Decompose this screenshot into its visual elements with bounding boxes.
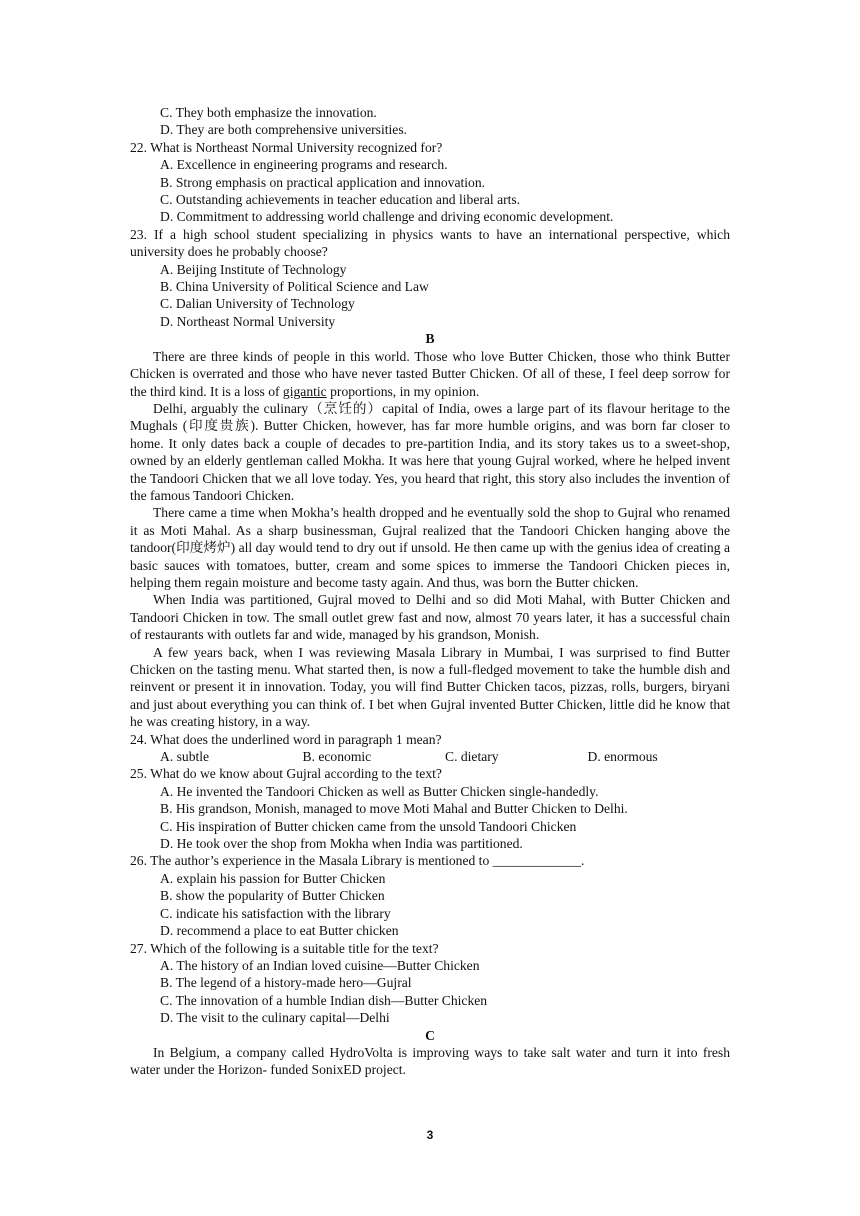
passage-b-paragraph-2: Delhi, arguably the culinary（烹饪的）capital of India, owes a large part of its flavour heritage to the Mughals (印度贵族). Butter Chicken, however, has far more humble origins, and was born far closer to home. It only dates back a couple of decades to pre-partition India, and its story takes us to a sweet-shop, owned by an elderly gentleman called Mokha. It was here that young Gujral worked, where he helped invent the Tandoori Chicken that we all love today. Yes, you heard that right, this story also includes the invention of the famous Tandoori Chicken.: [130, 400, 730, 503]
passage-b-paragraph-3: There came a time when Mokha’s health dropped and he eventually sold the shop to Gujral who renamed it as Moti Mahal. As a sharp businessman, Gujral realized that the Tandoori Chicken hanging above the tandoor(印度烤炉) all day would tend to dry out if unsold. He then came up with the genius idea of creating a basic sauces with tomatoes, butter, cream and some spices to immerse the Tandoori Chicken pieces in, helping them regain moisture and become tasty again. And thus, was born the Butter chicken.: [130, 505, 730, 590]
q24-options: [130, 748, 730, 765]
passage-b-paragraph-1: [130, 348, 730, 400]
q25-option-a: A. He invented the Tandoori Chicken as well as Butter Chicken single-handedly.: [160, 783, 599, 799]
q27-option-b: B. The legend of a history-made hero—Gujral: [160, 975, 412, 991]
q27-option-a: A. The history of an Indian loved cuisine—Butter Chicken: [160, 957, 480, 973]
passage-b-paragraph-4: When India was partitioned, Gujral moved to Delhi and so did Moti Mahal, with Butter Chicken and Tandoori Chicken in tow. The small outlet grew fast and now, almost 70 years later, it has a successful chain of restaurants with outlets far and wide, managed by his grandson, Monish.: [130, 592, 730, 643]
section-c-heading: C: [425, 1027, 435, 1043]
q21-option-c: C. They both emphasize the innovation.: [160, 105, 377, 120]
q25-stem: 25. What do we know about Gujral according to the text?: [130, 766, 442, 782]
q26-option-c: C. indicate his satisfaction with the library: [160, 905, 391, 921]
q23-option-d: D. Northeast Normal University: [160, 313, 336, 329]
q26-option-d: D. recommend a place to eat Butter chicken: [160, 923, 399, 939]
q26-stem: 26. The author’s experience in the Masala Library is mentioned to _____________.: [130, 853, 585, 869]
q26-option-a: A. explain his passion for Butter Chicken: [160, 870, 386, 886]
passage-c-paragraph-1: In Belgium, a company called HydroVolta is improving ways to take salt water and turn it into fresh water under the Horizon- funded SonixED project.: [130, 1044, 730, 1078]
exam-page: [130, 104, 730, 1079]
q27-option-d: D. The visit to the culinary capital—Delhi: [160, 1010, 390, 1026]
underlined-word: gigantic: [282, 383, 327, 399]
q23-stem: 23. If a high school student specializing in physics wants to have an international perspective, which university does he probably choose?: [130, 226, 730, 260]
q23-option-a: A. Beijing Institute of Technology: [160, 261, 347, 277]
p1-text-after: proportions, in my opinion.: [326, 383, 480, 399]
q26-option-b: B. show the popularity of Butter Chicken: [160, 888, 385, 904]
p1-text-before: There are three kinds of people in this world. Those who love Butter Chicken, those who think Butter Chicken is overrated and those who have never tasted Butter Chicken. Of all of these, I feel deep sorrow for the third kind. It is a loss of: [130, 348, 730, 399]
q24-option-c: C. dietary: [445, 749, 499, 765]
q25-option-b: B. His grandson, Monish, managed to move Moti Mahal and Butter Chicken to Delhi.: [160, 801, 628, 817]
q27-stem: 27. Which of the following is a suitable title for the text?: [130, 940, 439, 956]
q24-option-b: B. economic: [302, 749, 372, 765]
q22-stem: 22. What is Northeast Normal University recognized for?: [130, 139, 443, 155]
section-b-heading: B: [425, 331, 435, 347]
q24-option-d: D. enormous: [587, 749, 658, 765]
q23-option-b: B. China University of Political Science and Law: [160, 279, 429, 295]
q22-option-a: A. Excellence in engineering programs and research.: [160, 157, 448, 173]
q22-option-c: C. Outstanding achievements in teacher education and liberal arts.: [160, 192, 521, 208]
q23-option-c: C. Dalian University of Technology: [160, 296, 355, 312]
q27-option-c: C. The innovation of a humble Indian dish—Butter Chicken: [160, 992, 488, 1008]
q22-option-b: B. Strong emphasis on practical application and innovation.: [160, 174, 486, 190]
page-number: 3: [426, 1128, 434, 1142]
q21-option-d: D. They are both comprehensive universities.: [160, 122, 408, 138]
q24-stem: 24. What does the underlined word in paragraph 1 mean?: [130, 731, 442, 747]
q22-option-d: D. Commitment to addressing world challenge and driving economic development.: [160, 209, 614, 225]
q25-option-d: D. He took over the shop from Mokha when India was partitioned.: [160, 836, 523, 852]
q24-option-a: A. subtle: [160, 749, 210, 765]
q25-option-c: C. His inspiration of Butter chicken came from the unsold Tandoori Chicken: [160, 818, 577, 834]
passage-b-paragraph-5: A few years back, when I was reviewing Masala Library in Mumbai, I was surprised to find Butter Chicken on the tasting menu. What started then, is now a full-fledged movement to take the humble dish and reinvent or present it in innovation. Today, you will find Butter Chicken tacos, pizzas, rolls, burgers, biryani and just about everything you can think of. I bet when Gujral invented Butter Chicken, little did he know that he was creating history, in a way.: [130, 644, 730, 730]
